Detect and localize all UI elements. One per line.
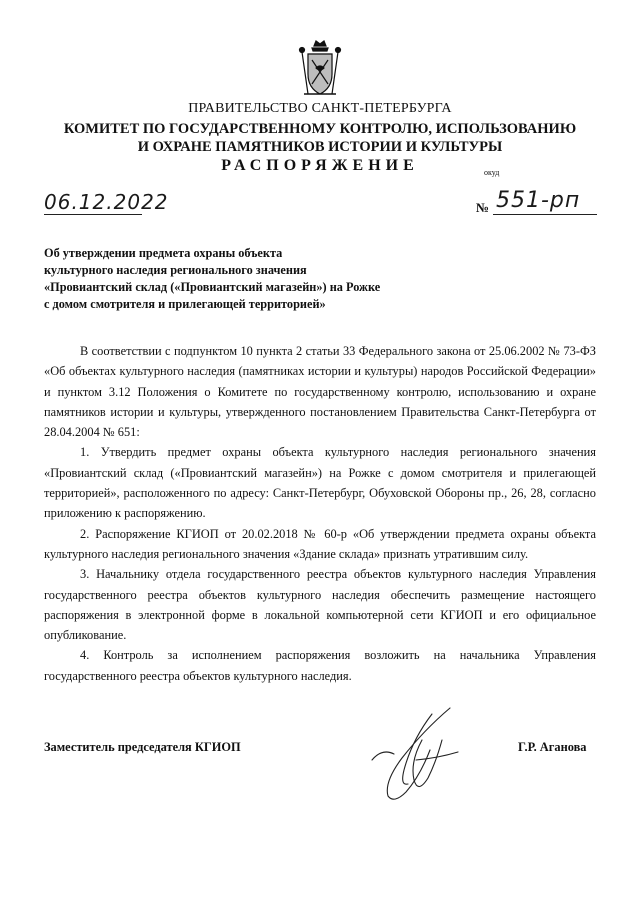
coat-of-arms-icon xyxy=(296,38,344,98)
subject-line: Об утверждении предмета охраны объекта xyxy=(44,246,283,260)
document-type: РАСПОРЯЖЕНИЕ xyxy=(221,157,419,174)
preamble-paragraph: В соответствии с подпунктом 10 пункта 2 статьи 33 Федерального закона от 25.06.2002 № 73-ФЗ «Об объектах культурного наследия (памятниках истории и культуры) народов Российской Федерации» и пунктом 3.12 Положения о Комитете по государственному контролю, использованию и охране памятников истории и культуры, утвержденного постановлением Правительства Санкт-Петербурга от 28.04.2004 № 651: xyxy=(44,344,596,440)
signer-name: Г.Р. Аганова xyxy=(518,740,587,754)
number-sign: № xyxy=(476,200,490,215)
order-item-1: 1. Утвердить предмет охраны объекта культурного наследия регионального значения «Провиантский склад («Провиантский магазейн») на Рожке с домом смотрителя и прилегающей территорией», расположенного по адресу: Санкт-Петербург, Обуховской Обороны пр., 26, 28, согласно приложению к распоряжению. xyxy=(44,445,596,521)
number-underline xyxy=(493,214,597,215)
committee-title-line1: КОМИТЕТ ПО ГОСУДАРСТВЕННОМУ КОНТРОЛЮ, ИСПОЛЬЗОВАНИЮ xyxy=(63,121,577,137)
committee-title xyxy=(0,120,640,156)
document-subject xyxy=(44,245,404,313)
subject-line: с домом смотрителя и прилегающей территорией» xyxy=(44,297,326,311)
okud-label: окуд xyxy=(484,168,500,177)
document-date: 06.12.2022 xyxy=(44,190,169,214)
signature-icon xyxy=(362,700,472,810)
signer-position: Заместитель председателя КГИОП xyxy=(44,740,241,754)
subject-line: «Провиантский склад («Провиантский магазейн») на Рожке xyxy=(44,280,381,294)
committee-title-line2: И ОХРАНЕ ПАМЯТНИКОВ ИСТОРИИ И КУЛЬТУРЫ xyxy=(137,139,503,155)
order-item-4: 4. Контроль за исполнением распоряжения возложить на начальника Управления государственного реестра объектов культурного наследия. xyxy=(44,648,596,683)
document-body xyxy=(44,341,596,686)
order-item-3: 3. Начальнику отдела государственного реестра объектов культурного наследия Управления государственного реестра объектов культурного наследия обеспечить размещение настоящего распоряжения в электронной форме в локальной компьютерной сети КГИОП и его официальное опубликование. xyxy=(44,567,596,643)
document-number: 551-рп xyxy=(496,188,581,213)
government-title: ПРАВИТЕЛЬСТВО САНКТ-ПЕТЕРБУРГА xyxy=(188,101,452,116)
subject-line: культурного наследия регионального значения xyxy=(44,263,307,277)
date-underline xyxy=(44,214,142,215)
order-item-2: 2. Распоряжение КГИОП от 20.02.2018 № 60-р «Об утверждении предмета охраны объекта культурного наследия регионального значения «Здание склада» признать утратившим силу. xyxy=(44,526,596,561)
